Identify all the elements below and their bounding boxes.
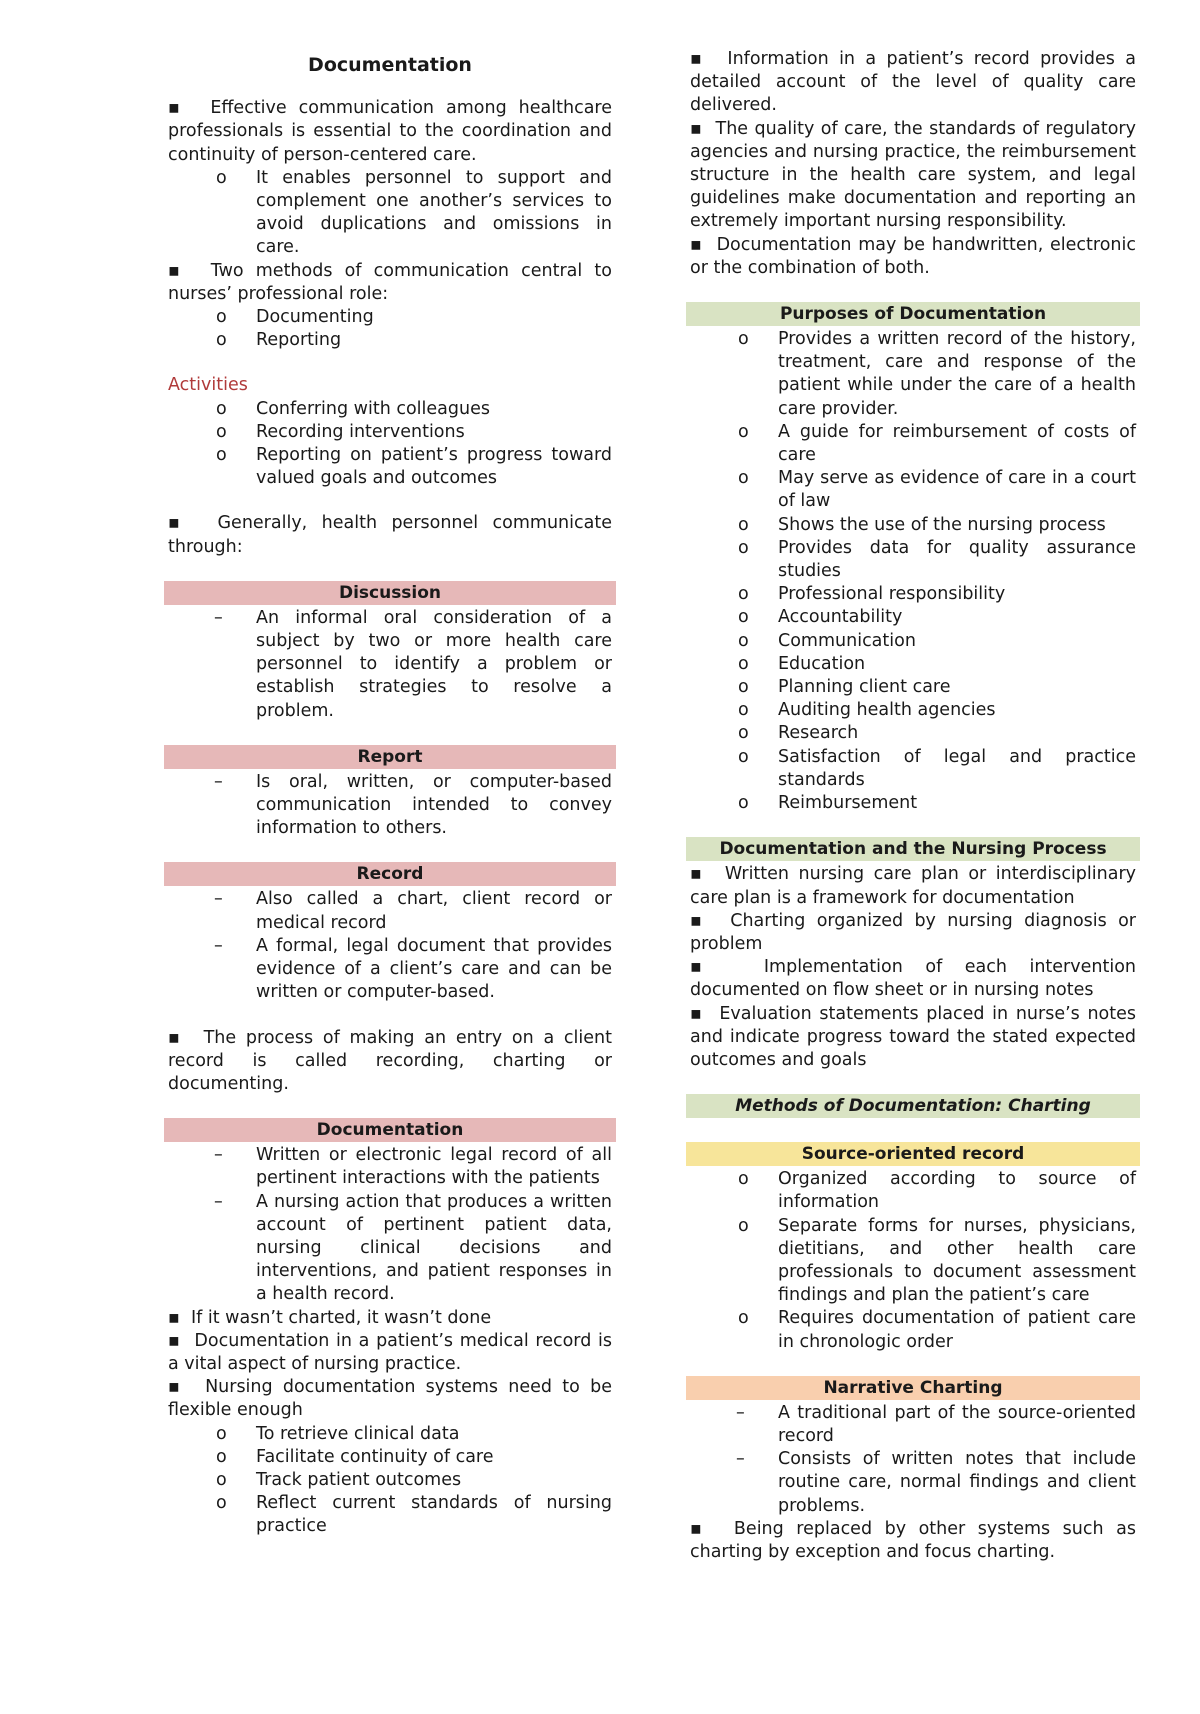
list-item: – A nursing action that produces a written account of pertinent patient data, nursing clinical decisions and interventions, and patient responses in a health record. bbox=[168, 1191, 612, 1307]
list-item: o It enables personnel to support and complement one another’s services to avoid duplications and omissions in care. bbox=[168, 167, 612, 260]
paragraph-implementation: ▪ Implementation of each intervention documented on flow sheet or in nursing notes bbox=[690, 956, 1136, 1002]
communication-sublist bbox=[168, 167, 612, 260]
paragraph-handwritten: ▪ Documentation may be handwritten, electronic or the combination of both. bbox=[690, 234, 1136, 280]
paragraph-two-methods: ▪ Two methods of communication central to nurses’ professional role: bbox=[168, 260, 612, 306]
activities-list bbox=[168, 398, 612, 491]
paragraph-charting-organized: ▪ Charting organized by nursing diagnosis or problem bbox=[690, 910, 1136, 956]
section-header-report: Report bbox=[164, 745, 616, 769]
paragraph-flexible: ▪ Nursing documentation systems need to be flexible enough bbox=[168, 1376, 612, 1422]
list-item: o Recording interventions bbox=[168, 421, 612, 444]
list-item: – Consists of written notes that include routine care, normal findings and client problems. bbox=[690, 1448, 1136, 1518]
list-item: o Education bbox=[690, 653, 1136, 676]
methods-list bbox=[168, 306, 612, 352]
paragraph-standards: ▪ The quality of care, the standards of regulatory agencies and nursing practice, the reimbursement structure in the health care system, and legal guidelines make documentation and reporting an extremely important nursing responsibility. bbox=[690, 118, 1136, 234]
paragraph-not-charted: ▪ If it wasn’t charted, it wasn’t done bbox=[168, 1307, 612, 1330]
list-item: o Reimbursement bbox=[690, 792, 1136, 815]
list-item: o Separate forms for nurses, physicians, dietitians, and other health care professionals to document assessment findings and plan the patient’s care bbox=[690, 1215, 1136, 1308]
discussion-list bbox=[168, 607, 612, 723]
right-column bbox=[690, 48, 1136, 1564]
list-item: o Planning client care bbox=[690, 676, 1136, 699]
list-item: o Provides a written record of the history, treatment, care and response of the patient while under the care of a health care provider. bbox=[690, 328, 1136, 421]
flexible-list bbox=[168, 1423, 612, 1539]
list-item: o Track patient outcomes bbox=[168, 1469, 612, 1492]
paragraph-evaluation: ▪ Evaluation statements placed in nurse’s notes and indicate progress toward the stated expected outcomes and goals bbox=[690, 1003, 1136, 1073]
list-item: o Satisfaction of legal and practice standards bbox=[690, 746, 1136, 792]
source-oriented-list bbox=[690, 1168, 1136, 1354]
list-item: o Reflect current standards of nursing practice bbox=[168, 1492, 612, 1538]
list-item: o May serve as evidence of care in a court of law bbox=[690, 467, 1136, 513]
list-item: o Professional responsibility bbox=[690, 583, 1136, 606]
list-item: o Accountability bbox=[690, 606, 1136, 629]
list-item: o Reporting on patient’s progress toward valued goals and outcomes bbox=[168, 444, 612, 490]
section-header-purposes: Purposes of Documentation bbox=[686, 302, 1140, 326]
list-item: o Facilitate continuity of care bbox=[168, 1446, 612, 1469]
section-header-record: Record bbox=[164, 862, 616, 886]
list-item: o Provides data for quality assurance studies bbox=[690, 537, 1136, 583]
report-list bbox=[168, 771, 612, 841]
section-header-documentation: Documentation bbox=[164, 1118, 616, 1142]
paragraph-care-plan: ▪ Written nursing care plan or interdisciplinary care plan is a framework for documentation bbox=[690, 863, 1136, 909]
paragraph-vital-aspect: ▪ Documentation in a patient’s medical record is a vital aspect of nursing practice. bbox=[168, 1330, 612, 1376]
section-header-nursing-process: Documentation and the Nursing Process bbox=[686, 837, 1140, 861]
activities-label: Activities bbox=[168, 375, 248, 396]
record-list bbox=[168, 888, 612, 1004]
list-item: – Is oral, written, or computer-based communication intended to convey information to others. bbox=[168, 771, 612, 841]
list-item: o Requires documentation of patient care in chronologic order bbox=[690, 1307, 1136, 1353]
list-item: – Also called a chart, client record or medical record bbox=[168, 888, 612, 934]
list-item: o A guide for reimbursement of costs of care bbox=[690, 421, 1136, 467]
list-item: o Conferring with colleagues bbox=[168, 398, 612, 421]
documentation-list bbox=[168, 1144, 612, 1306]
list-item: o Reporting bbox=[168, 329, 612, 352]
page-title: Documentation bbox=[308, 54, 472, 76]
paragraph-being-replaced: ▪ Being replaced by other systems such as charting by exception and focus charting. bbox=[690, 1518, 1136, 1564]
list-item: – A formal, legal document that provides evidence of a client’s care and can be written or computer-based. bbox=[168, 935, 612, 1005]
paragraph-quality-care: ▪ Information in a patient’s record provides a detailed account of the level of quality care delivered. bbox=[690, 48, 1136, 118]
paragraph-communication: ▪ Effective communication among healthcare professionals is essential to the coordination and continuity of person-centered care. bbox=[168, 97, 612, 167]
left-column bbox=[168, 48, 612, 1539]
list-item: o Auditing health agencies bbox=[690, 699, 1136, 722]
list-item: – A traditional part of the source-oriented record bbox=[690, 1402, 1136, 1448]
list-item: o Communication bbox=[690, 630, 1136, 653]
list-item: o Organized according to source of information bbox=[690, 1168, 1136, 1214]
paragraph-communicate-through: ▪ Generally, health personnel communicate through: bbox=[168, 512, 612, 558]
list-item: – An informal oral consideration of a subject by two or more health care personnel to identify a problem or establish strategies to resolve a problem. bbox=[168, 607, 612, 723]
purposes-list bbox=[690, 328, 1136, 815]
list-item: o Shows the use of the nursing process bbox=[690, 514, 1136, 537]
list-item: o Documenting bbox=[168, 306, 612, 329]
list-item: o To retrieve clinical data bbox=[168, 1423, 612, 1446]
list-item: – Written or electronic legal record of all pertinent interactions with the patients bbox=[168, 1144, 612, 1190]
section-header-source-oriented: Source-oriented record bbox=[686, 1142, 1140, 1166]
section-header-methods: Methods of Documentation: Charting bbox=[686, 1094, 1140, 1118]
section-header-narrative: Narrative Charting bbox=[686, 1376, 1140, 1400]
section-header-discussion: Discussion bbox=[164, 581, 616, 605]
paragraph-recording: ▪ The process of making an entry on a client record is called recording, charting or documenting. bbox=[168, 1027, 612, 1097]
list-item: o Research bbox=[690, 722, 1136, 745]
narrative-list bbox=[690, 1402, 1136, 1518]
